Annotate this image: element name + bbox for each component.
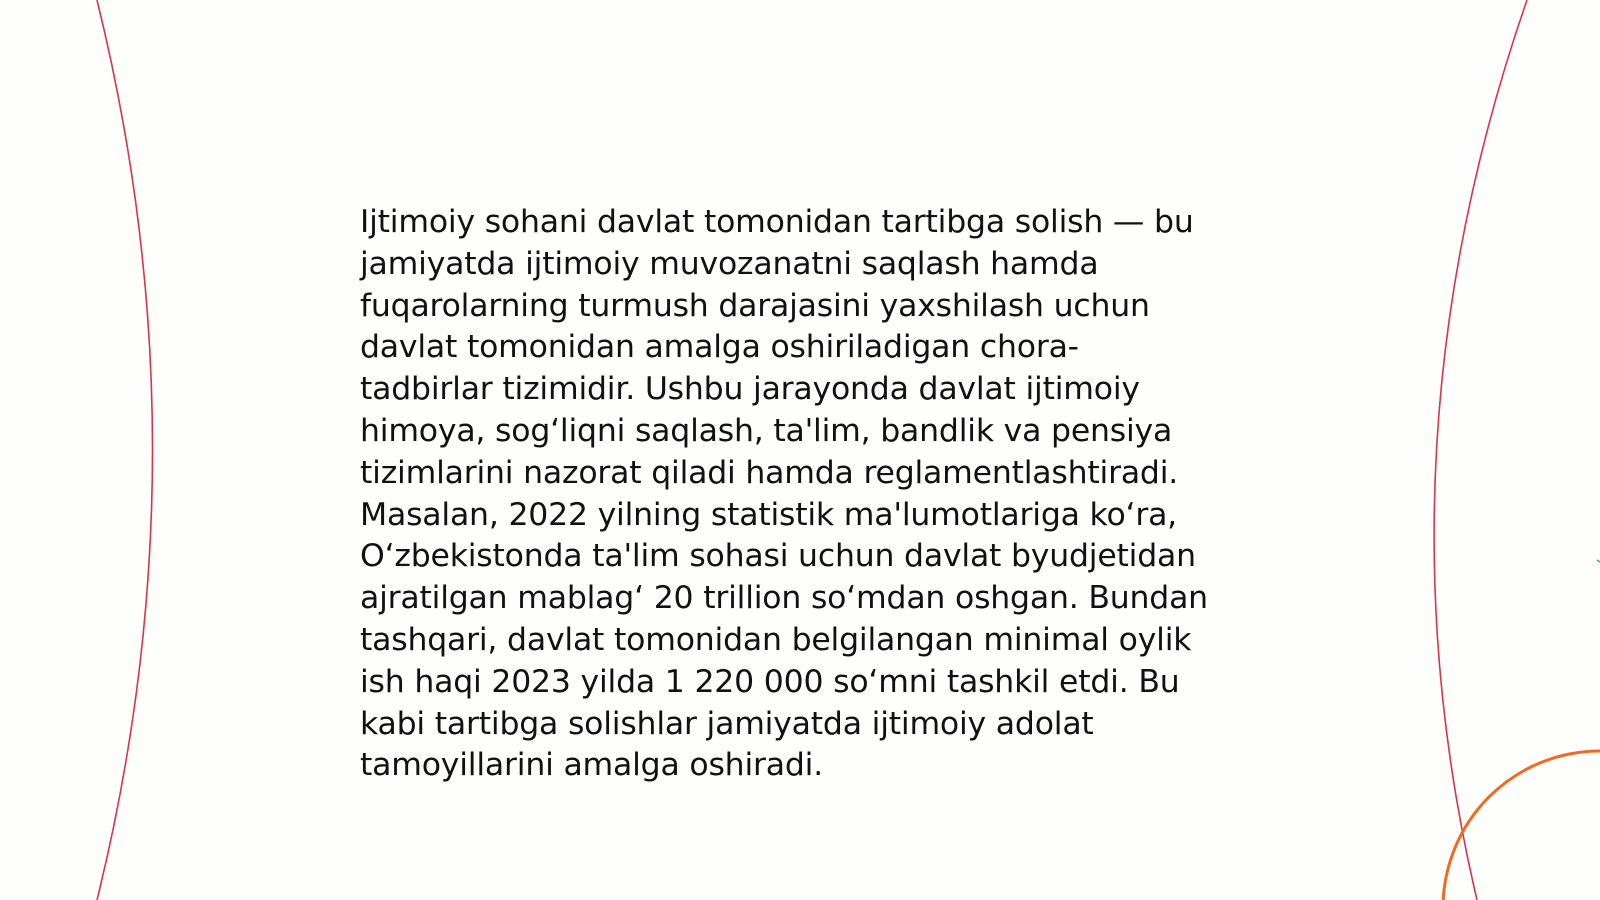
paragraph-line: tadbirlar tizimidir. Ushbu jarayonda davlat ijtimoiy xyxy=(360,371,1140,408)
left-curve xyxy=(97,0,153,900)
paragraph-line: fuqarolarning turmush darajasini yaxshilash uchun xyxy=(360,287,1150,324)
paragraph-line: tizimlarini nazorat qiladi hamda reglamentlashtiradi. xyxy=(360,454,1179,491)
paragraph-line: tamoyillarini amalga oshiradi. xyxy=(360,747,824,784)
paragraph-line: kabi tartibga solishlar jamiyatda ijtimoiy adolat xyxy=(360,705,1094,742)
paragraph-line: Ijtimoiy sohani davlat tomonidan tartibga solish — bu xyxy=(360,204,1194,240)
accent-circle xyxy=(1443,751,1600,900)
paragraph-line: himoya, sogʻliqni saqlash, ta'lim, bandlik va pensiya xyxy=(360,412,1173,449)
paragraph-line: Masalan, 2022 yilning statistik ma'lumotlariga koʻra, xyxy=(360,496,1177,533)
paragraph-line: jamiyatda ijtimoiy muvozanatni saqlash hamda xyxy=(360,245,1099,282)
paragraph-line: davlat tomonidan amalga oshiriladigan chora- xyxy=(360,329,1079,366)
paragraph-line: tashqari, davlat tomonidan belgilangan minimal oylik xyxy=(360,621,1192,658)
right-curve xyxy=(1434,0,1527,900)
paragraph-line: ajratilgan mablagʻ 20 trillion soʻmdan oshgan. Bundan xyxy=(360,580,1208,617)
paragraph-line: Oʻzbekistonda ta'lim sohasi uchun davlat byudjetidan xyxy=(360,538,1196,575)
paragraph-line: ish haqi 2023 yilda 1 220 000 soʻmni tashkil etdi. Bu xyxy=(360,663,1180,700)
body-paragraph xyxy=(360,202,1240,787)
